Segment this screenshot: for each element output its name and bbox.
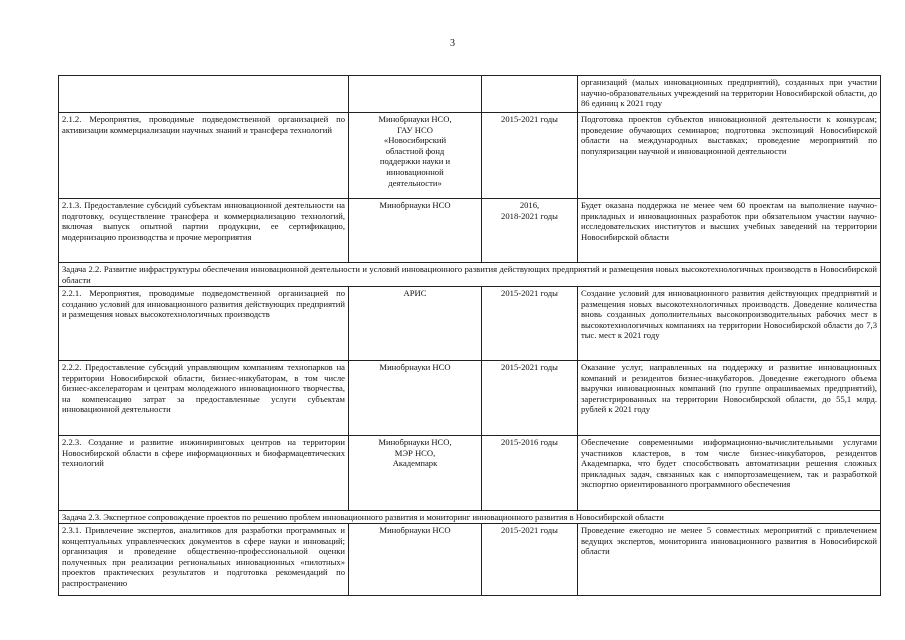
page-number: 3: [450, 38, 455, 49]
measure-cell: 2.1.2. Мероприятия, проводимые подведомственной организацией по активизации коммерциализации научных знаний и трансфера технологий: [59, 113, 349, 199]
task-row: [59, 263, 881, 287]
executor-cell: Минобрнауки НСО, МЭР НСО, Академпарк: [349, 436, 482, 511]
table-row: [59, 361, 881, 436]
measure-cell: 2.2.1. Мероприятия, проводимые подведомственной организацией по созданию условий для инновационного развития действующих предприятий и размещения новых высокотехнологичных производств: [59, 287, 349, 361]
table-row: [59, 76, 881, 113]
result-cell: Создание условий для инновационного развития действующих предприятий и размещения новых высокотехнологичных производств. Доведение количества вновь созданных дополнительных высокопроизводительных рабочих мест в высокотехнологичных компаниях на территории Новосибирской области до 7,3 тыс. мест к 2021 году: [578, 287, 881, 361]
task-heading: Задача 2.2. Развитие инфраструктуры обеспечения инновационной деятельности и условий инновационного развития действующих предприятий и размещения новых высокотехнологичных производств в Новосибирской области: [59, 263, 881, 287]
table-row: [59, 436, 881, 511]
executor-cell: АРИС: [349, 287, 482, 361]
executor-cell: Минобрнауки НСО, ГАУ НСО «Новосибирский областной фонд поддержки науки и инновационной деятельности»: [349, 113, 482, 199]
table-row: [59, 199, 881, 263]
result-cell: Обеспечение современными информационно-вычислительными услугами участников кластеров, в том числе бизнес-инкубаторов, резидентов Академпарка, что будет способствовать автоматизации решения сложных прикладных задач, связанных как с импортозамещением, так и разработкой экспортно ориентированного программного обеспечения: [578, 436, 881, 511]
measure-cell: 2.3.1. Привлечение экспертов, аналитиков для разработки программных и концептуальных управленческих документов в сфере науки и инноваций; организация и проведение общественно-профессиональной оценки полученных при реализации региональных инновационных «пилотных» проектов практических результатов и подготовка рекомендаций по распространению: [59, 524, 349, 596]
table-row: [59, 113, 881, 199]
executor-cell: Минобрнауки НСО: [349, 199, 482, 263]
measure-cell: 2.1.3. Предоставление субсидий субъектам инновационной деятельности на подготовку, осуществление трансфера и коммерциализацию технологий, включая выпуск опытной партии продукции, ее сертификацию, модернизацию производства и прочие мероприятия: [59, 199, 349, 263]
measure-cell: 2.2.2. Предоставление субсидий управляющим компаниям технопарков на территории Новосибирской области, бизнес-инкубаторам, в том числе бизнес-акселераторам и центрам молодежного инновационного творчества, на компенсацию затрат за предоставленные услуги субъектам инновационной деятельности: [59, 361, 349, 436]
term-cell: 2016, 2018-2021 годы: [482, 199, 578, 263]
table-row: [59, 524, 881, 596]
executor-cell: [349, 76, 482, 113]
result-cell: Оказание услуг, направленных на поддержку и развитие инновационных компаний и резидентов бизнес-инкубаторов. Доведение ежегодного объема выручки инновационных компаний (по группе опрашиваемых предприятий), зарегистрированных на территории Новосибирской области, до 55,1 млрд. рублей к 2021 году: [578, 361, 881, 436]
program-activities-table: [58, 75, 881, 596]
result-cell: Подготовка проектов субъектов инновационной деятельности к конкурсам; проведение обучающих семинаров; подготовка экспозиций Новосибирской области на международных выставках; проведение мероприятий по популяризации научной и инновационной деятельности: [578, 113, 881, 199]
result-cell: Проведение ежегодно не менее 5 совместных мероприятий с привлечением ведущих экспертов, мониторинга инновационного развития в Новосибирской области: [578, 524, 881, 596]
term-cell: 2015-2021 годы: [482, 524, 578, 596]
term-cell: 2015-2016 годы: [482, 436, 578, 511]
measure-cell: [59, 76, 349, 113]
table-row: [59, 287, 881, 361]
executor-cell: Минобрнауки НСО: [349, 524, 482, 596]
executor-cell: Минобрнауки НСО: [349, 361, 482, 436]
result-cell: организаций (малых инновационных предприятий), созданных при участии научно-образовательных учреждений на территории Новосибирской области, до 86 единиц к 2021 году: [578, 76, 881, 113]
term-cell: [482, 76, 578, 113]
term-cell: 2015-2021 годы: [482, 113, 578, 199]
term-cell: 2015-2021 годы: [482, 361, 578, 436]
task-row: [59, 511, 881, 524]
term-cell: 2015-2021 годы: [482, 287, 578, 361]
measure-cell: 2.2.3. Создание и развитие инжиниринговых центров на территории Новосибирской области в сфере информационных и биофармацевтических технологий: [59, 436, 349, 511]
task-heading: Задача 2.3. Экспертное сопровождение проектов по решению проблем инновационного развития и мониторинг инновационного развития в Новосибирской области: [59, 511, 881, 524]
result-cell: Будет оказана поддержка не менее чем 60 проектам на выполнение научно-прикладных и инновационных разработок при обязательном участии научно-исследовательских институтов и высших учебных заведений на территории Новосибирской области: [578, 199, 881, 263]
